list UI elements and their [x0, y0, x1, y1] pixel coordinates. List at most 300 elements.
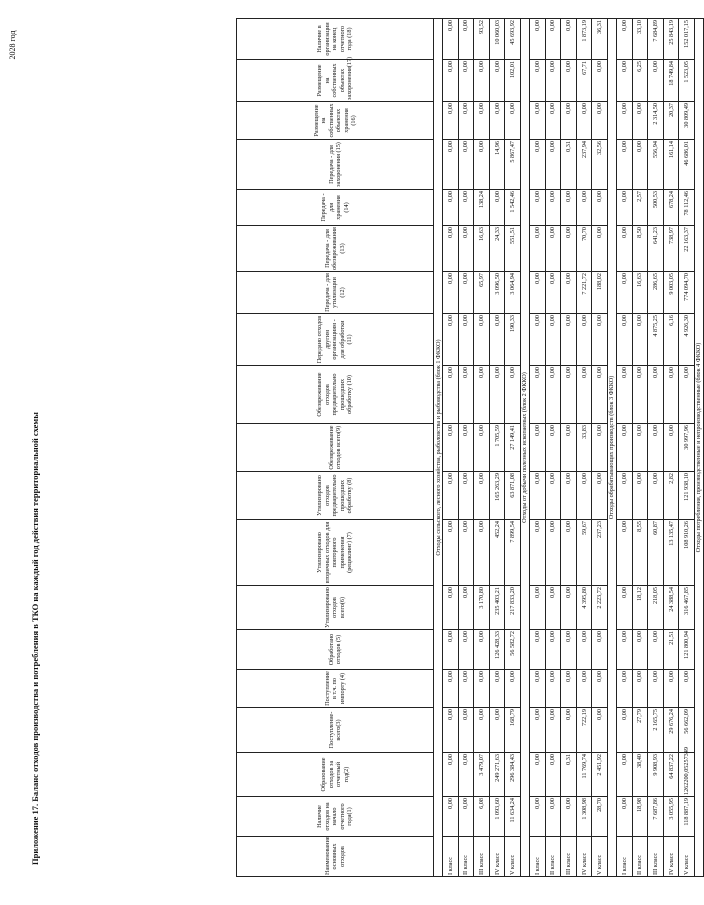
value-cell: 0,00 — [529, 424, 545, 472]
value-cell: 64 837,22 — [663, 753, 679, 797]
value-cell: 0,00 — [545, 60, 561, 102]
value-cell: 0,00 — [545, 753, 561, 797]
value-cell: 0,00 — [616, 366, 632, 424]
value-cell: 24 388,54 — [663, 586, 679, 630]
value-cell: 102,01 — [505, 60, 521, 102]
value-cell: 0,00 — [443, 226, 459, 272]
value-cell: 0,00 — [474, 314, 490, 366]
value-cell: 18 749,84 — [663, 60, 679, 102]
value-cell: 0,00 — [545, 140, 561, 190]
hazard-class-cell: II класс — [458, 837, 474, 877]
hazard-class-cell: I класс — [529, 837, 545, 877]
value-cell: 6,16 — [663, 314, 679, 366]
value-cell: 18,98 — [632, 797, 648, 837]
column-header: Утилизировано вторичных отходов для повторного применения (рециклинг) (7) — [237, 520, 434, 586]
value-cell: 0,00 — [443, 586, 459, 630]
value-cell: 218,05 — [648, 586, 664, 630]
value-cell: 5 867,47 — [505, 140, 521, 190]
value-cell: 126 428,33 — [489, 630, 505, 670]
value-cell: 1 308,98 — [576, 797, 592, 837]
value-cell: 0,00 — [632, 424, 648, 472]
table-row — [616, 19, 632, 877]
value-cell: 56 662,09 — [679, 708, 695, 753]
value-cell: 2 165,75 — [648, 708, 664, 753]
value-cell: 0,00 — [616, 472, 632, 520]
table-header-row — [237, 19, 434, 877]
section-header-row — [434, 19, 443, 877]
value-cell: 2,82 — [663, 472, 679, 520]
value-cell: 0,00 — [489, 366, 505, 424]
value-cell: 65,97 — [474, 272, 490, 314]
hazard-class-cell: I класс — [443, 837, 459, 877]
table-row — [443, 19, 459, 877]
value-cell: 78 112,46 — [679, 190, 695, 226]
value-cell: 0,00 — [529, 314, 545, 366]
value-cell: 0,00 — [545, 630, 561, 670]
value-cell: 11 634,24 — [505, 797, 521, 837]
value-cell: 0,00 — [458, 520, 474, 586]
value-cell: 0,00 — [529, 140, 545, 190]
value-cell: 0,00 — [474, 60, 490, 102]
value-cell: 0,00 — [545, 586, 561, 630]
value-cell: 0,00 — [545, 190, 561, 226]
value-cell: 4 926,30 — [679, 314, 695, 366]
column-header: Наличие отходов на начало отчетного года(1) — [237, 797, 434, 837]
value-cell: 0,00 — [616, 60, 632, 102]
column-header: Образование отходов за отчетный год(2) — [237, 753, 434, 797]
value-cell: 0,00 — [474, 140, 490, 190]
value-cell: 24,33 — [489, 226, 505, 272]
value-cell: 7 899,54 — [505, 520, 521, 586]
value-cell: 0,00 — [458, 314, 474, 366]
column-header: Утилизировано отходов предварительно прошедших обработку (8) — [237, 472, 434, 520]
table-row — [561, 19, 577, 877]
value-cell: 0,00 — [443, 708, 459, 753]
value-cell: 0,00 — [489, 670, 505, 708]
value-cell: 774 094,70 — [679, 272, 695, 314]
column-header: Передача - для утилизации (12) — [237, 272, 434, 314]
value-cell: 67,71 — [576, 60, 592, 102]
hazard-class-cell: III класс — [474, 837, 490, 877]
value-cell: 0,00 — [632, 670, 648, 708]
section-header-row — [520, 19, 529, 877]
waste-balance-table — [236, 18, 704, 877]
value-cell: 0,00 — [458, 630, 474, 670]
column-header: Поступление-всего(3) — [237, 708, 434, 753]
value-cell: 678,24 — [663, 190, 679, 226]
value-cell: 0,00 — [632, 314, 648, 366]
value-cell: 722,19 — [576, 708, 592, 753]
value-cell: 0,00 — [616, 19, 632, 60]
column-header: Обезвреживание отходов предварительно прошедших обработку (10) — [237, 366, 434, 424]
value-cell: 0,31 — [561, 140, 577, 190]
value-cell: 0,00 — [561, 226, 577, 272]
value-cell: 20,37 — [663, 102, 679, 140]
section-title: Отходы обрабатывающих производств (блок 3 ФККО) — [607, 19, 616, 877]
value-cell: 0,00 — [545, 19, 561, 60]
value-cell: 3 096,50 — [489, 272, 505, 314]
value-cell: 0,00 — [529, 797, 545, 837]
value-cell: 0,00 — [545, 272, 561, 314]
value-cell: 0,00 — [648, 670, 664, 708]
value-cell: 0,00 — [443, 472, 459, 520]
value-cell: 0,00 — [529, 190, 545, 226]
value-cell: 0,00 — [616, 586, 632, 630]
value-cell: 27,79 — [632, 708, 648, 753]
value-cell: 0,00 — [458, 226, 474, 272]
value-cell: 168,79 — [505, 708, 521, 753]
table-row — [458, 19, 474, 877]
value-cell: 0,00 — [458, 140, 474, 190]
value-cell: 0,00 — [561, 102, 577, 140]
value-cell: 0,00 — [489, 708, 505, 753]
value-cell: 452,24 — [489, 520, 505, 586]
value-cell: 0,00 — [616, 670, 632, 708]
value-cell: 0,00 — [616, 102, 632, 140]
value-cell: 60,87 — [648, 520, 664, 586]
value-cell: 0,00 — [561, 520, 577, 586]
value-cell: 0,00 — [529, 520, 545, 586]
table-row — [545, 19, 561, 877]
value-cell: 9 908,93 — [648, 753, 664, 797]
value-cell: 0,00 — [474, 472, 490, 520]
section-header-row — [694, 19, 703, 877]
section-title: Отходы от добычи полезных ископаемых (блок 2 ФККО) — [520, 19, 529, 877]
table-row — [679, 19, 695, 877]
value-cell: 0,00 — [576, 472, 592, 520]
value-cell: 0,00 — [648, 424, 664, 472]
hazard-class-cell: II класс — [545, 837, 561, 877]
value-cell: 237,23 — [592, 520, 608, 586]
value-cell: 0,00 — [545, 797, 561, 837]
table-row — [474, 19, 490, 877]
value-cell: 0,00 — [632, 630, 648, 670]
column-header: Обезвреживание отходов всего(9) — [237, 424, 434, 472]
value-cell: 0,00 — [474, 366, 490, 424]
value-cell: 0,00 — [474, 670, 490, 708]
value-cell: 0,00 — [616, 190, 632, 226]
value-cell: 4 395,80 — [576, 586, 592, 630]
value-cell: 0,00 — [616, 140, 632, 190]
column-header: Размещение на собственных объектах захоронения(17) — [237, 60, 434, 102]
value-cell: 316 467,85 — [679, 586, 695, 630]
value-cell: 0,00 — [458, 753, 474, 797]
value-cell: 1 705,59 — [489, 424, 505, 472]
value-cell: 0,00 — [561, 314, 577, 366]
hazard-class-cell: V класс — [592, 837, 608, 877]
value-cell: 0,00 — [616, 797, 632, 837]
value-cell: 18,12 — [632, 586, 648, 630]
value-cell: 0,31 — [561, 753, 577, 797]
value-cell: 0,00 — [443, 19, 459, 60]
value-cell: 0,00 — [443, 630, 459, 670]
hazard-class-cell: V класс — [679, 837, 695, 877]
value-cell: 27 149,41 — [505, 424, 521, 472]
value-cell: 0,00 — [592, 366, 608, 424]
value-cell: 0,00 — [561, 630, 577, 670]
value-cell: 0,00 — [458, 366, 474, 424]
value-cell: 121 938,10 — [679, 472, 695, 520]
value-cell: 0,00 — [663, 424, 679, 472]
column-header: Передача - для захоронения (15) — [237, 140, 434, 190]
table-row — [648, 19, 664, 877]
column-header: Наличие в организации на конец отчетного года (18) — [237, 19, 434, 60]
value-cell: 2 451,92 — [592, 753, 608, 797]
value-cell: 6,08 — [474, 797, 490, 837]
value-cell: 93,52 — [474, 19, 490, 60]
column-header: Наименование основных отходов — [237, 837, 434, 877]
value-cell: 108 910,26 — [679, 520, 695, 586]
value-cell: 0,00 — [679, 670, 695, 708]
value-cell: 0,00 — [592, 630, 608, 670]
table-body — [434, 19, 704, 877]
value-cell: 38,40 — [632, 753, 648, 797]
value-cell: 33,10 — [632, 19, 648, 60]
value-cell: 0,00 — [663, 366, 679, 424]
value-cell: 0,00 — [489, 314, 505, 366]
column-header: Передано отходов другим организациям - для обработки (11) — [237, 314, 434, 366]
value-cell: 1262200,05257349 — [679, 753, 695, 797]
value-cell: 8,55 — [632, 520, 648, 586]
value-cell: 0,00 — [505, 102, 521, 140]
value-cell: 22 163,37 — [679, 226, 695, 272]
value-cell: 0,00 — [529, 19, 545, 60]
value-cell: 0,00 — [616, 272, 632, 314]
value-cell: 0,00 — [458, 424, 474, 472]
value-cell: 0,00 — [545, 708, 561, 753]
value-cell: 0,00 — [443, 140, 459, 190]
value-cell: 30 809,49 — [679, 102, 695, 140]
value-cell: 29 676,24 — [663, 708, 679, 753]
value-cell: 3 479,07 — [474, 753, 490, 797]
value-cell: 0,00 — [529, 102, 545, 140]
value-cell: 237,94 — [576, 140, 592, 190]
hazard-class-cell: I класс — [616, 837, 632, 877]
value-cell: 0,00 — [632, 472, 648, 520]
value-cell: 0,00 — [474, 424, 490, 472]
value-cell: 0,00 — [458, 472, 474, 520]
value-cell: 9 003,05 — [663, 272, 679, 314]
value-cell: 3 064,94 — [505, 272, 521, 314]
value-cell: 0,00 — [632, 366, 648, 424]
section-header-row — [607, 19, 616, 877]
value-cell: 16,63 — [474, 226, 490, 272]
value-cell: 152 017,15 — [679, 19, 695, 60]
value-cell: 190,33 — [505, 314, 521, 366]
value-cell: 0,00 — [489, 190, 505, 226]
value-cell: 0,00 — [616, 630, 632, 670]
value-cell: 0,00 — [648, 60, 664, 102]
value-cell: 2,57 — [632, 190, 648, 226]
hazard-class-cell: IV класс — [489, 837, 505, 877]
hazard-class-cell: IV класс — [663, 837, 679, 877]
value-cell: 0,00 — [529, 753, 545, 797]
value-cell: 0,00 — [576, 366, 592, 424]
value-cell: 1 093,60 — [489, 797, 505, 837]
value-cell: 161,14 — [663, 140, 679, 190]
value-cell: 0,00 — [458, 708, 474, 753]
value-cell: 138,24 — [474, 190, 490, 226]
value-cell: 0,00 — [561, 670, 577, 708]
value-cell: 0,00 — [561, 708, 577, 753]
value-cell: 0,00 — [576, 102, 592, 140]
hazard-class-cell: V класс — [505, 837, 521, 877]
value-cell: 0,00 — [632, 102, 648, 140]
value-cell: 0,00 — [561, 60, 577, 102]
value-cell: 0,00 — [679, 366, 695, 424]
value-cell: 7 221,72 — [576, 272, 592, 314]
value-cell: 0,00 — [616, 520, 632, 586]
value-cell: 0,00 — [443, 424, 459, 472]
value-cell: 0,00 — [443, 520, 459, 586]
value-cell: 3 055,95 — [663, 797, 679, 837]
value-cell: 0,00 — [529, 226, 545, 272]
value-cell: 0,00 — [489, 60, 505, 102]
value-cell: 21,51 — [663, 630, 679, 670]
value-cell: 738,97 — [663, 226, 679, 272]
column-header: Передача - для обезвреживания (13) — [237, 226, 434, 272]
value-cell: 0,00 — [474, 630, 490, 670]
value-cell: 0,00 — [529, 708, 545, 753]
value-cell: 0,00 — [443, 190, 459, 226]
value-cell: 0,00 — [529, 670, 545, 708]
value-cell: 0,00 — [545, 472, 561, 520]
value-cell: 0,00 — [489, 102, 505, 140]
value-cell: 6,25 — [632, 60, 648, 102]
value-cell: 1 542,46 — [505, 190, 521, 226]
value-cell: 1 873,19 — [576, 19, 592, 60]
value-cell: 0,00 — [561, 19, 577, 60]
hazard-class-cell: IV класс — [576, 837, 592, 877]
value-cell: 0,00 — [576, 670, 592, 708]
value-cell: 0,00 — [474, 520, 490, 586]
table-row — [576, 19, 592, 877]
table-row — [529, 19, 545, 877]
table-row — [663, 19, 679, 877]
value-cell: 165 263,29 — [489, 472, 505, 520]
value-cell: 0,00 — [561, 272, 577, 314]
value-cell: 0,00 — [458, 60, 474, 102]
value-cell: 188,02 — [592, 272, 608, 314]
value-cell: 0,00 — [592, 424, 608, 472]
value-cell: 25 843,19 — [663, 19, 679, 60]
value-cell: 0,00 — [576, 630, 592, 670]
value-cell: 235 403,21 — [489, 586, 505, 630]
value-cell: 0,00 — [529, 472, 545, 520]
column-header: Поступление в т.ч. по импорту (4) — [237, 670, 434, 708]
value-cell: 0,00 — [648, 630, 664, 670]
value-cell: 0,00 — [505, 366, 521, 424]
value-cell: 59,67 — [576, 520, 592, 586]
value-cell: 0,00 — [443, 272, 459, 314]
value-cell: 46 686,01 — [679, 140, 695, 190]
value-cell: 0,00 — [561, 797, 577, 837]
value-cell: 0,00 — [592, 226, 608, 272]
value-cell: 0,00 — [545, 520, 561, 586]
value-cell: 0,00 — [529, 586, 545, 630]
value-cell: 0,00 — [592, 102, 608, 140]
value-cell: 296 384,43 — [505, 753, 521, 797]
value-cell: 0,00 — [592, 60, 608, 102]
value-cell: 0,00 — [545, 670, 561, 708]
value-cell: 0,00 — [443, 60, 459, 102]
value-cell: 11 769,74 — [576, 753, 592, 797]
value-cell: 28,70 — [592, 797, 608, 837]
section-title: Отходы потребления, производственные и непроизводственные (блок 4 ФККО) — [694, 19, 703, 877]
value-cell: 0,00 — [616, 753, 632, 797]
value-cell: 16,63 — [632, 272, 648, 314]
value-cell: 0,00 — [443, 366, 459, 424]
value-cell: 0,00 — [458, 102, 474, 140]
value-cell: 0,00 — [458, 586, 474, 630]
value-cell: 217 833,20 — [505, 586, 521, 630]
column-header: Утилизировано отходов всего(6) — [237, 586, 434, 630]
value-cell: 0,00 — [443, 314, 459, 366]
value-cell: 0,00 — [529, 630, 545, 670]
value-cell: 4 875,25 — [648, 314, 664, 366]
value-cell: 32,56 — [592, 140, 608, 190]
value-cell: 33,83 — [576, 424, 592, 472]
value-cell: 0,00 — [616, 226, 632, 272]
value-cell: 286,65 — [648, 272, 664, 314]
value-cell: 0,00 — [545, 366, 561, 424]
value-cell: 3 170,80 — [474, 586, 490, 630]
value-cell: 2 314,50 — [648, 102, 664, 140]
value-cell: 121 800,94 — [679, 630, 695, 670]
value-cell: 0,00 — [648, 472, 664, 520]
value-cell: 0,00 — [529, 272, 545, 314]
value-cell: 0,00 — [648, 366, 664, 424]
value-cell: 70,70 — [576, 226, 592, 272]
value-cell: 0,00 — [545, 102, 561, 140]
value-cell: 118 887,19 — [679, 797, 695, 837]
value-cell: 0,00 — [576, 314, 592, 366]
value-cell: 0,00 — [474, 708, 490, 753]
value-cell: 0,00 — [592, 670, 608, 708]
column-header: Обработано отходов (5) — [237, 630, 434, 670]
value-cell: 0,00 — [592, 190, 608, 226]
value-cell: 0,00 — [592, 472, 608, 520]
hazard-class-cell: III класс — [648, 837, 664, 877]
value-cell: 45 693,92 — [505, 19, 521, 60]
value-cell: 551,51 — [505, 226, 521, 272]
value-cell: 641,23 — [648, 226, 664, 272]
value-cell: 0,00 — [592, 708, 608, 753]
value-cell: 0,00 — [561, 190, 577, 226]
hazard-class-cell: III класс — [561, 837, 577, 877]
value-cell: 556,94 — [648, 140, 664, 190]
value-cell: 13 135,47 — [663, 520, 679, 586]
value-cell: 0,00 — [561, 586, 577, 630]
value-cell: 0,00 — [443, 753, 459, 797]
value-cell: 0,00 — [616, 314, 632, 366]
document-title: Приложение 17. Баланс отходов производства и потребления в ТКО на каждый год действия территориальной схемы — [30, 412, 40, 865]
value-cell: 1 523,05 — [679, 60, 695, 102]
value-cell: 0,00 — [616, 424, 632, 472]
value-cell: 10 060,03 — [489, 19, 505, 60]
value-cell: 14,96 — [489, 140, 505, 190]
value-cell: 30 997,96 — [679, 424, 695, 472]
value-cell: 63 871,08 — [505, 472, 521, 520]
value-cell: 0,00 — [458, 670, 474, 708]
value-cell: 0,00 — [529, 366, 545, 424]
value-cell: 249 271,63 — [489, 753, 505, 797]
value-cell: 0,00 — [576, 190, 592, 226]
value-cell: 0,00 — [505, 670, 521, 708]
value-cell: 0,00 — [458, 797, 474, 837]
value-cell: 0,00 — [443, 670, 459, 708]
value-cell: 0,00 — [458, 190, 474, 226]
